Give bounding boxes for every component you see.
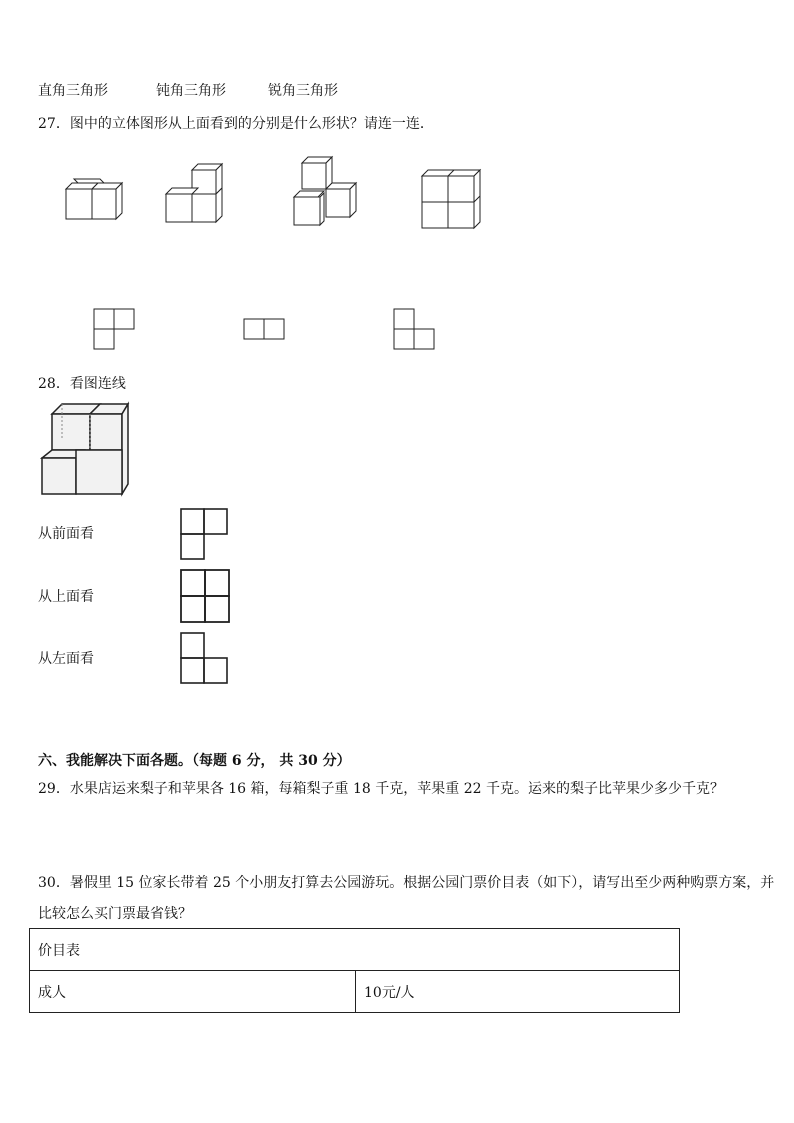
table-row bbox=[30, 971, 680, 1013]
q28-view-front-label: 从前面看 bbox=[38, 526, 94, 542]
q27-solid-c bbox=[288, 155, 364, 229]
q28-solid bbox=[38, 400, 134, 500]
section-6-heading: 六、我能解决下面各题。（每题 6 分， 共 30 分） bbox=[38, 753, 351, 769]
question-28-prompt: 28．看图连线 bbox=[38, 376, 126, 392]
q28-view-shape-b bbox=[179, 568, 231, 624]
option-right-triangle: 直角三角形 bbox=[38, 83, 108, 99]
price-table-price: 10元/人 bbox=[356, 971, 680, 1013]
q28-view-top-label: 从上面看 bbox=[38, 589, 94, 605]
option-acute-triangle: 锐角三角形 bbox=[268, 83, 338, 99]
q27-top-view-c bbox=[393, 308, 437, 352]
price-table-category: 成人 bbox=[30, 971, 356, 1013]
question-30-line-2: 比较怎么买门票最省钱？ bbox=[38, 906, 192, 922]
q28-view-left-label: 从左面看 bbox=[38, 651, 94, 667]
price-table-header: 价目表 bbox=[30, 929, 680, 971]
q27-solid-b bbox=[160, 160, 230, 226]
q27-top-view-b bbox=[243, 318, 287, 342]
q27-top-view-a bbox=[93, 308, 137, 352]
question-30-line-1: 30．暑假里 15 位家长带着 25 个小朋友打算去公园游玩。根据公园门票价目表（如下），请写出至少两种购票方案，并 bbox=[38, 875, 775, 891]
q28-view-shape-a bbox=[179, 507, 231, 561]
question-27-prompt: 27．图中的立体图形从上面看到的分别是什么形状？请连一连． bbox=[38, 116, 434, 132]
option-obtuse-triangle: 钝角三角形 bbox=[156, 83, 226, 99]
q27-solid-d bbox=[418, 168, 488, 232]
price-table bbox=[29, 928, 680, 1013]
q28-view-shape-c bbox=[179, 631, 231, 687]
q27-solid-a bbox=[60, 175, 130, 225]
question-29-text: 29．水果店运来梨子和苹果各 16 箱，每箱梨子重 18 千克，苹果重 22 千克。运来的梨子比苹果少多少千克？ bbox=[38, 781, 724, 797]
